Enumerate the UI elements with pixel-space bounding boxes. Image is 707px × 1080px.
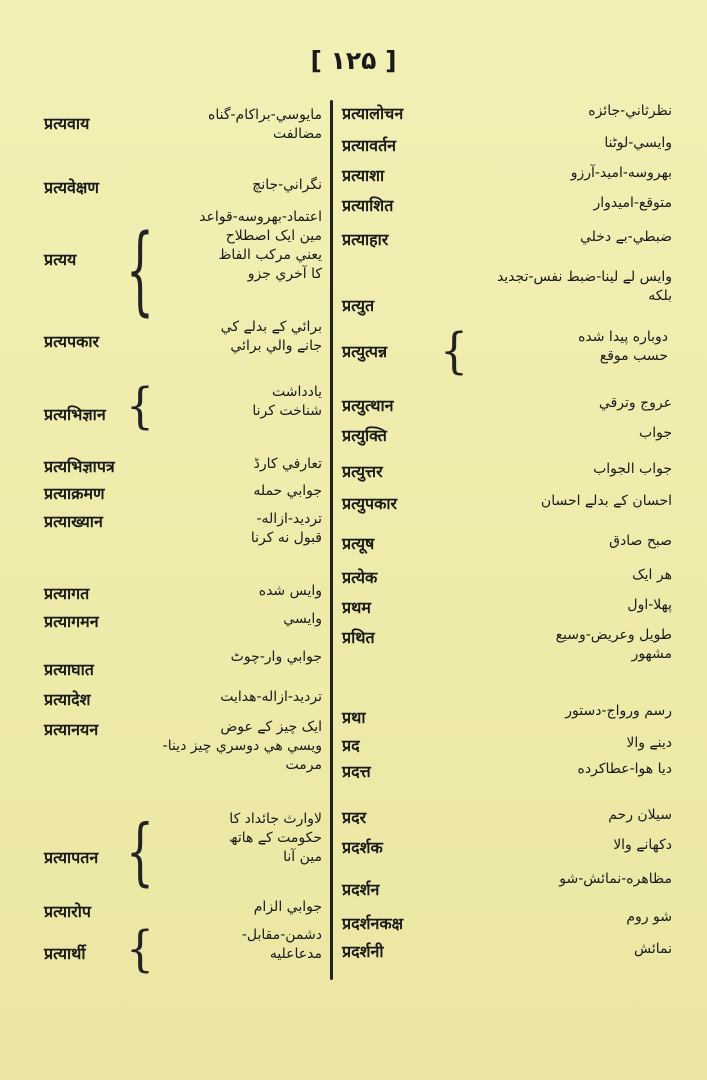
urdu-gloss: [604, 134, 672, 153]
urdu-gloss: [497, 268, 672, 306]
urdu-gloss: [599, 394, 672, 413]
urdu-gloss: [593, 460, 672, 479]
gloss-line: شناخت كرنا: [252, 403, 322, 419]
urdu-gloss: [254, 898, 322, 917]
gloss-line: هر ايک: [632, 567, 672, 583]
gloss-line: بهروسه-اميد-آرزو: [570, 165, 672, 181]
urdu-gloss: [634, 940, 672, 959]
urdu-gloss: [252, 176, 322, 195]
urdu-gloss: [231, 648, 322, 667]
headword: प्रदर्शन: [342, 880, 380, 899]
headword: प्रत्यापतन: [44, 848, 99, 867]
headword: प्रत्युत्थान: [342, 396, 394, 415]
urdu-gloss: [229, 810, 322, 867]
gloss-line: سيلان رحم: [608, 807, 672, 823]
headword: प्रथित: [342, 628, 375, 647]
gloss-line: نظرثاني-جائزه: [588, 103, 672, 119]
gloss-line: يعني مركب الفاظ: [218, 247, 322, 263]
gloss-line: صبح صادق: [609, 533, 672, 549]
gloss-line: نمائش: [633, 941, 672, 957]
gloss-line: پهلا-اول: [627, 597, 672, 613]
headword: प्रत्युक्ति: [342, 426, 387, 445]
gloss-line: كا آخري جزو: [247, 266, 322, 282]
gloss-line: دوباره پيدا شده: [578, 329, 668, 345]
headword: प्रत्यभिज्ञापत्र: [44, 457, 115, 476]
headword: प्रत्याशित: [342, 196, 394, 215]
gloss-line: مشهور: [631, 646, 672, 662]
urdu-gloss: [251, 510, 322, 548]
urdu-gloss: [254, 455, 322, 474]
headword: प्रथा: [342, 708, 366, 727]
urdu-gloss: [571, 164, 672, 183]
urdu-gloss: [627, 596, 672, 615]
urdu-gloss: [565, 702, 672, 721]
headword: प्रदर्शनी: [342, 942, 384, 961]
headword: प्रत्यागत: [44, 584, 90, 603]
gloss-line: وايس شده: [258, 583, 322, 599]
right-column: [336, 100, 676, 980]
gloss-line: بلكه: [648, 288, 672, 304]
urdu-gloss: [208, 106, 322, 144]
gloss-line: احسان کے بدلے احسان: [540, 493, 672, 509]
urdu-gloss: [199, 208, 322, 284]
headword: प्रत्यागमन: [44, 612, 99, 631]
headword: प्रत्यपकार: [44, 332, 100, 351]
brace-glyph: {: [126, 378, 154, 435]
headword: प्रत्यारोप: [44, 902, 91, 921]
left-column: [40, 100, 326, 980]
headword: प्रत्यालोचन: [342, 104, 404, 123]
gloss-line: اعتماد-بهروسه-قواعد: [199, 209, 322, 225]
gloss-line: جوابي حمله: [253, 483, 322, 499]
urdu-gloss: [609, 532, 672, 551]
urdu-gloss: [220, 688, 322, 707]
headword: प्रत्याक्रमण: [44, 484, 105, 503]
headword: प्रत्यार्थी: [44, 944, 86, 963]
urdu-gloss: [559, 870, 672, 889]
urdu-gloss: [608, 806, 672, 825]
gloss-line: متوقع-اميدوار: [593, 195, 672, 211]
gloss-line: مرمت: [285, 757, 322, 773]
gloss-line: حسب موقع: [599, 348, 668, 364]
gloss-line: جوابي الزام: [253, 899, 322, 915]
gloss-line: وايس لے لينا-ضبط نفس-تجديد: [496, 269, 672, 285]
gloss-line: دكهانے والا: [613, 837, 672, 853]
gloss-line: مين ايک اصطلاح: [225, 228, 322, 244]
gloss-line: مايوسي-براكام-گناه: [208, 107, 322, 123]
gloss-line: قبول نه كرنا: [250, 530, 322, 546]
urdu-gloss: [259, 582, 322, 601]
urdu-gloss: [632, 566, 672, 585]
urdu-gloss: [541, 492, 672, 511]
headword: प्रत्याख्यान: [44, 512, 103, 531]
gloss-line: جواب الجواب: [593, 461, 672, 477]
gloss-line: طويل وعريض-وسيع: [555, 627, 672, 643]
headword: प्रत्यवेक्षण: [44, 178, 99, 197]
urdu-gloss: [556, 626, 672, 664]
gloss-line: مضالفت: [273, 126, 322, 142]
headword: प्रत्यूष: [342, 534, 375, 553]
urdu-gloss: [242, 926, 322, 964]
urdu-gloss: [283, 610, 322, 629]
gloss-line: لاوارث جائداد كا: [229, 811, 322, 827]
headword: प्रदत्त: [342, 762, 371, 781]
urdu-gloss: [253, 482, 322, 501]
urdu-gloss: [593, 194, 672, 213]
headword: प्रत्युत: [342, 296, 375, 315]
page-number: [ ۱۲۵ ]: [310, 46, 397, 75]
headword: प्रत्यवाय: [44, 114, 90, 133]
urdu-gloss: [580, 228, 672, 247]
gloss-line: رسم ورواج-دستور: [565, 703, 672, 719]
headword: प्रत्यभिज्ञान: [44, 405, 106, 424]
urdu-gloss: [613, 836, 672, 855]
headword: प्रदर: [342, 808, 367, 827]
gloss-line: ديا هوا-عطاكرده: [577, 761, 672, 777]
gloss-line: وايسي-لوٹنا: [604, 135, 672, 151]
gloss-line: برائي کے بدلے کي: [220, 319, 322, 335]
urdu-gloss: [588, 102, 672, 121]
gloss-line: عروج وترقي: [598, 395, 672, 411]
urdu-gloss: [252, 383, 322, 421]
gloss-line: ضبطي-بے دخلي: [579, 229, 672, 245]
gloss-line: يادداشت: [272, 384, 322, 400]
gloss-line: جانے والي برائي: [230, 338, 322, 354]
headword: प्रत्याशा: [342, 166, 385, 185]
gloss-line: ايک چيز کے عوض: [220, 719, 322, 735]
urdu-gloss: [163, 718, 322, 775]
headword: प्रत्यय: [44, 250, 77, 269]
headword: प्रत्याहार: [342, 230, 389, 249]
gloss-line: دينے والا: [626, 735, 672, 751]
headword: प्रत्युत्तर: [342, 462, 383, 481]
headword: प्रदर्शक: [342, 838, 383, 857]
headword: प्रत्यानयन: [44, 720, 99, 739]
gloss-line: جواب: [639, 425, 672, 441]
column-divider: [330, 100, 333, 980]
brace-glyph: {: [126, 215, 154, 328]
headword: प्रद: [342, 736, 360, 755]
gloss-line: ترديد-ازاله-هدايت: [220, 689, 322, 705]
urdu-gloss: [626, 734, 672, 753]
headword: प्रथम: [342, 598, 371, 617]
headword: प्रत्युत्पन्न: [342, 342, 388, 361]
headword: प्रत्युपकार: [342, 494, 398, 513]
headword: प्रत्येक: [342, 568, 378, 587]
headword: प्रत्यादेश: [44, 690, 91, 709]
gloss-line: نگراني-جانچ: [252, 177, 322, 193]
urdu-gloss: [639, 424, 672, 443]
brace-glyph: {: [126, 809, 154, 895]
urdu-gloss: [578, 328, 668, 366]
gloss-line: مدعاعليه: [269, 946, 322, 962]
headword: प्रत्यावर्तन: [342, 136, 397, 155]
headword: प्रत्याघात: [44, 660, 94, 679]
gloss-line: وايسي: [283, 611, 322, 627]
gloss-line: مظاهره-نمائش-شو: [559, 871, 672, 887]
gloss-line: حكومت کے هاتھ: [228, 830, 322, 846]
urdu-gloss: [221, 318, 322, 356]
urdu-gloss: [626, 908, 672, 927]
gloss-line: ويسي هي دوسري چيز دينا-: [162, 738, 322, 754]
gloss-line: ترديد-ازاله-: [256, 511, 322, 527]
brace-glyph: {: [440, 323, 468, 380]
gloss-line: مين آنا: [283, 849, 322, 865]
gloss-line: جوابي وار-چوٹ: [230, 649, 322, 665]
brace-glyph: {: [126, 921, 154, 978]
gloss-line: دشمن-مقابل-: [241, 927, 322, 943]
gloss-line: شو روم: [626, 909, 672, 925]
gloss-line: تعارفي كارڈ: [253, 456, 322, 472]
headword: प्रदर्शनकक्ष: [342, 914, 404, 933]
urdu-gloss: [578, 760, 672, 779]
